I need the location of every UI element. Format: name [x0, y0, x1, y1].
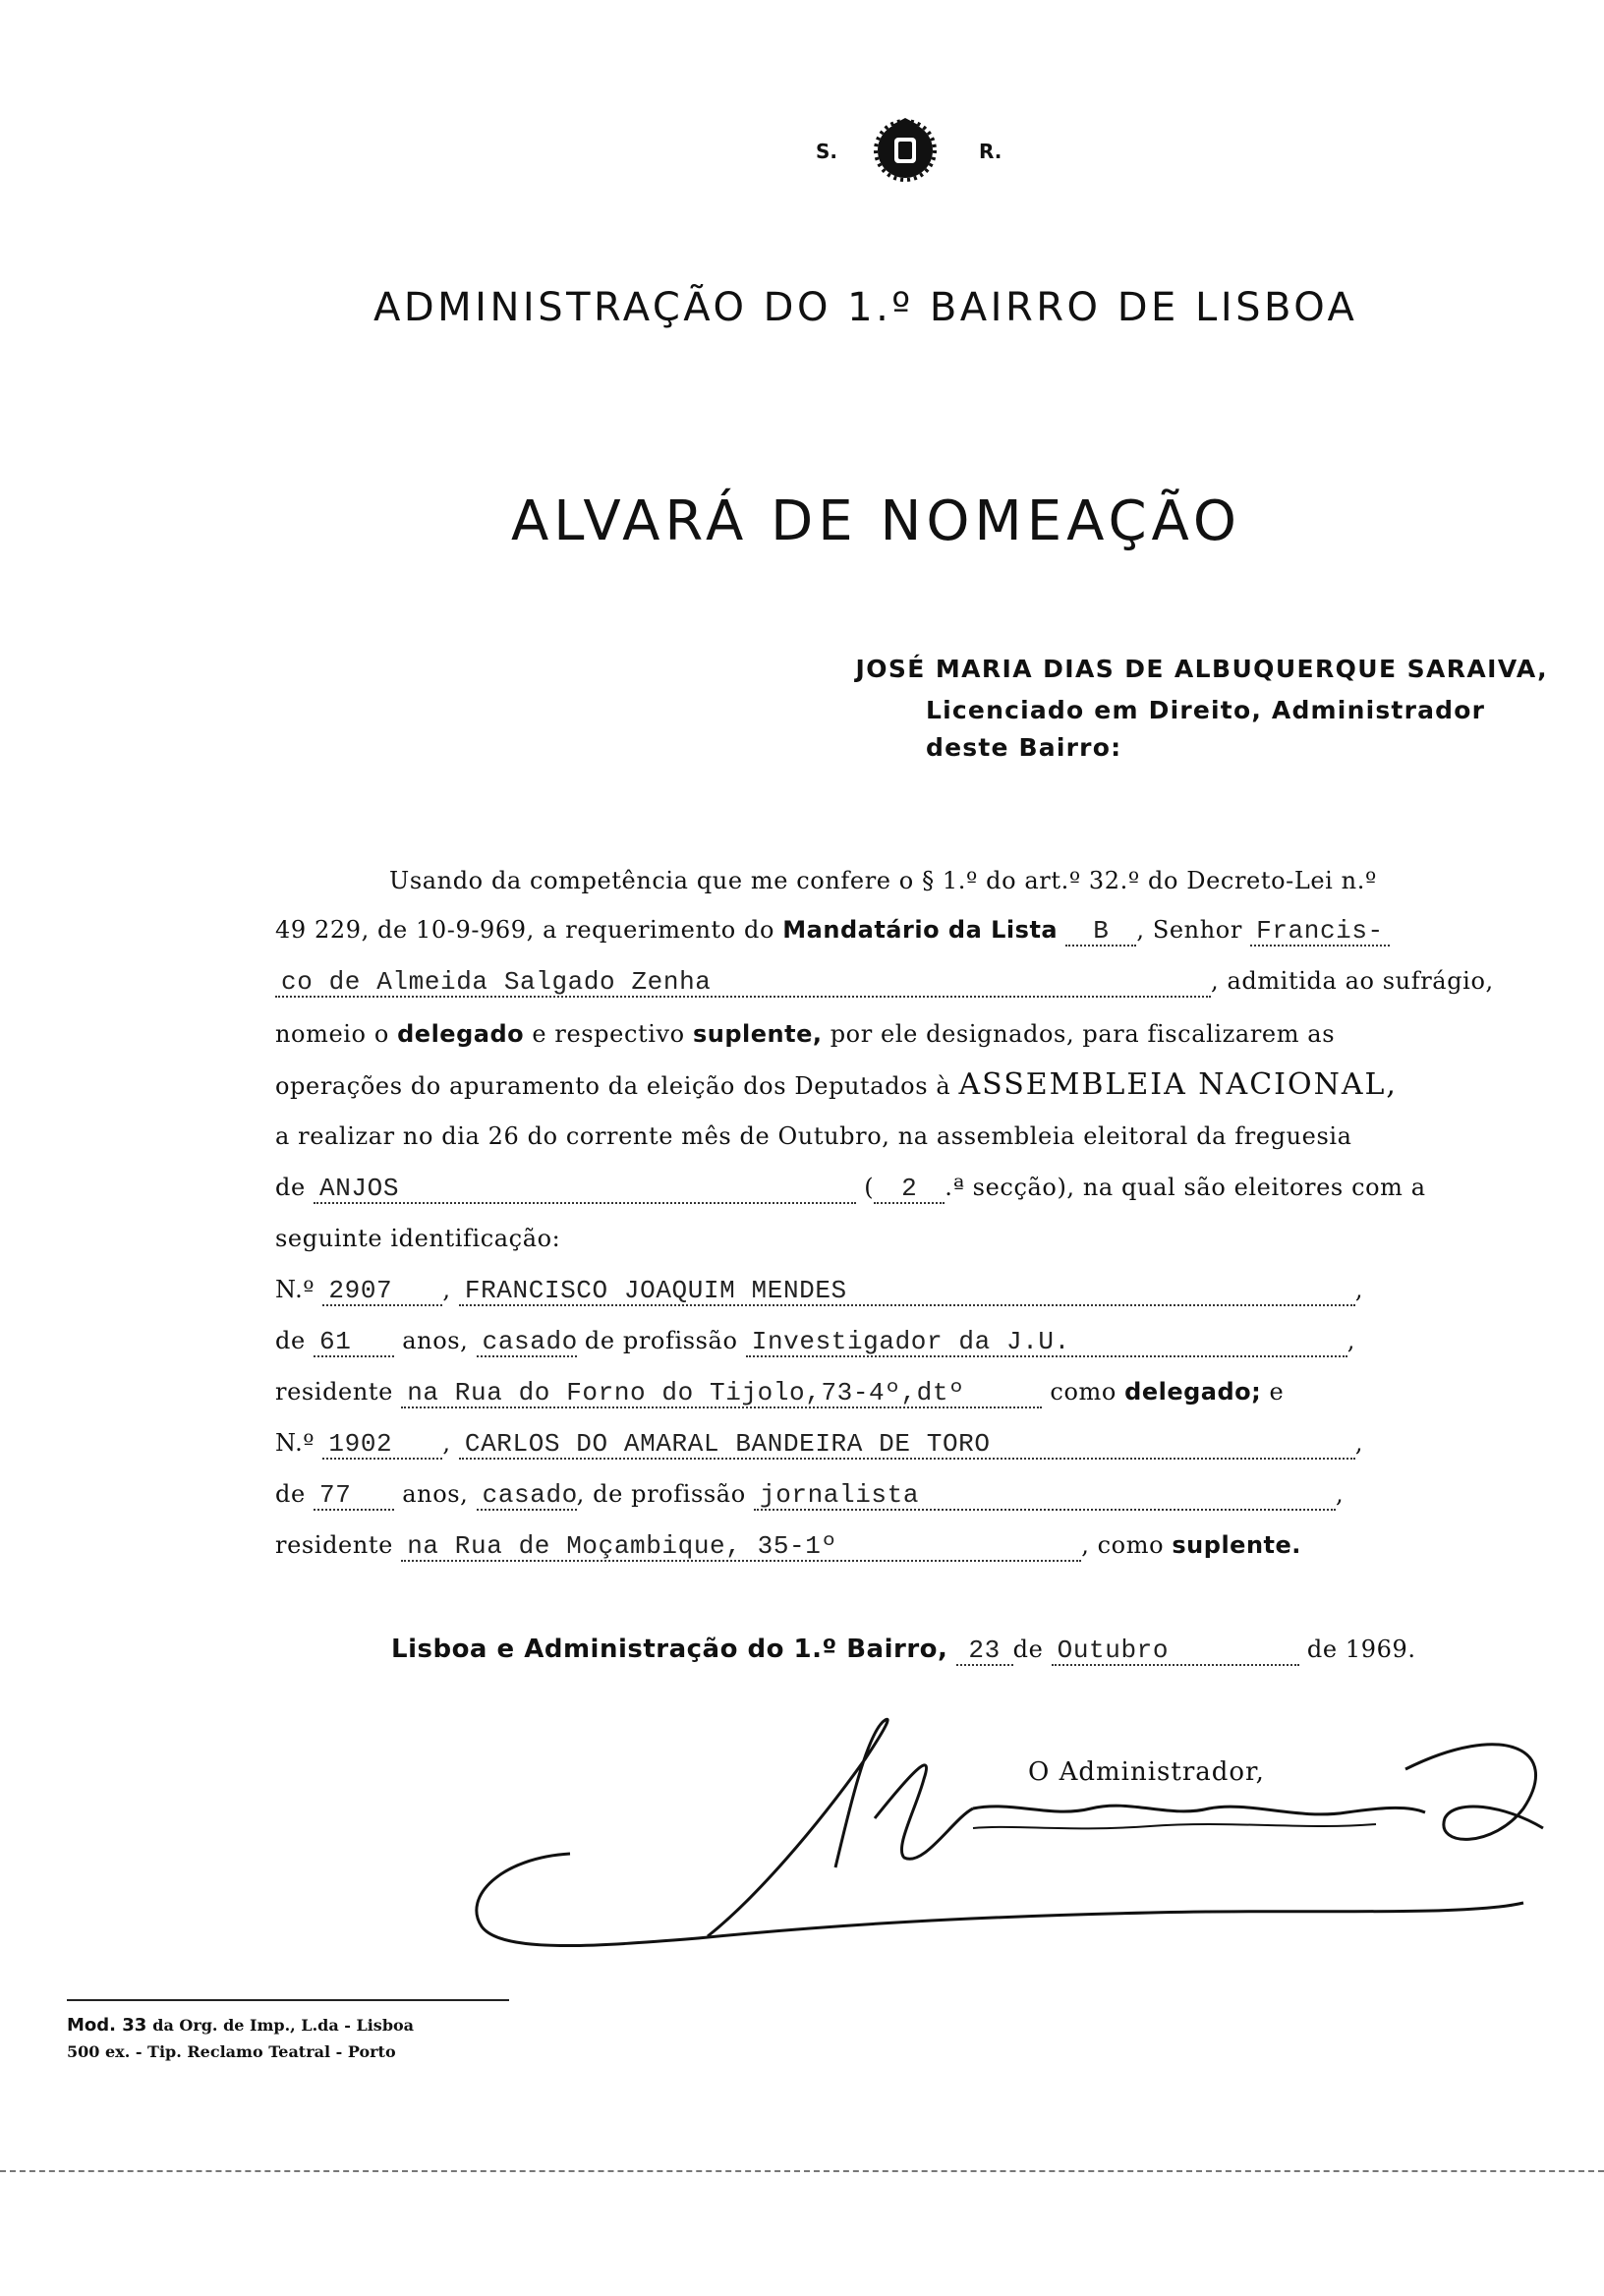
suplente-profession-field: jornalista — [754, 1481, 1336, 1511]
body-text: e — [1269, 1378, 1285, 1406]
body-text: seguinte identificação: — [275, 1225, 561, 1252]
number-label: N.º — [275, 1276, 315, 1303]
anos-label: anos, — [402, 1327, 469, 1354]
delegado-name-field: FRANCISCO JOAQUIM MENDES — [459, 1277, 1355, 1306]
closing-place: Lisboa e Administração do 1.º Bairro, — [391, 1635, 948, 1664]
body-line-5 — [275, 1058, 1533, 1113]
body-text: Usando da competência que me confere o § 1.º do art.º 32.º do Decreto-Lei n.º — [389, 867, 1377, 894]
delegado-number-line — [275, 1262, 1533, 1317]
imprint-line-2: 500 ex. - Tip. Reclamo Teatral - Porto — [67, 2042, 396, 2061]
body-text: por ele designados, para fiscalizarem as — [830, 1020, 1336, 1048]
seal-right-letter: R. — [979, 140, 1002, 163]
freguesia-field: ANJOS — [314, 1175, 856, 1204]
number-label: N.º — [275, 1429, 315, 1457]
body-text: nomeio o — [275, 1020, 389, 1048]
residente-label: residente — [275, 1378, 393, 1406]
body-text: e respectivo — [532, 1020, 685, 1048]
suplente-civil-status-field: casado — [477, 1481, 577, 1511]
body-text: .ª secção), na qual são eleitores com a — [945, 1174, 1426, 1201]
body-text: ( — [864, 1174, 875, 1201]
delegado-term: delegado — [397, 1020, 525, 1048]
senhor-label: , Senhor — [1136, 916, 1242, 944]
body-line-4 — [275, 1006, 1533, 1062]
lista-field: B — [1065, 917, 1136, 947]
profissao-label: de profissão — [584, 1327, 738, 1354]
delegado-civil-status-field: casado — [477, 1328, 577, 1357]
seal-left-letter: S. — [816, 140, 838, 163]
comma: , — [442, 1429, 451, 1457]
decree-reference: 49 229, de 10-9-969, a requerimento do — [275, 916, 775, 944]
body-line-1 — [275, 853, 1533, 908]
footer-rule — [67, 1999, 509, 2001]
comma: , — [1354, 1429, 1364, 1457]
signatory-role: O Administrador, — [1028, 1757, 1265, 1787]
body-line-8 — [275, 1211, 1533, 1266]
suplente-term: suplente, — [692, 1020, 823, 1048]
delegado-term: delegado; — [1124, 1378, 1262, 1406]
suplente-address-field: na Rua de Moçambique, 35-1º — [401, 1532, 1081, 1562]
body-line-3 — [275, 953, 1533, 1008]
model-number: Mod. 33 — [67, 2015, 147, 2036]
delegado-number-field: 2907 — [322, 1277, 442, 1306]
comma: , — [1346, 1327, 1355, 1354]
issuer-name: JOSÉ MARIA DIAS DE ALBUQUERQUE SARAIVA, — [855, 655, 1548, 683]
de-label: de — [275, 1480, 306, 1508]
suplente-term: suplente. — [1172, 1531, 1301, 1559]
body-text: a realizar no dia 26 do corrente mês de Outubro, na assembleia eleitoral da freguesia — [275, 1122, 1352, 1150]
admitida-text: , admitida ao sufrágio, — [1211, 967, 1494, 995]
body-text: operações do apuramento da eleição dos Deputados à — [275, 1072, 951, 1100]
de-label: de — [275, 1327, 306, 1354]
delegado-profession-field: Investigador da J.U. — [746, 1328, 1347, 1357]
body-line-6 — [275, 1109, 1533, 1164]
office-heading: ADMINISTRAÇÃO DO 1.º BAIRRO DE LISBOA — [373, 285, 1358, 330]
anos-label: anos, — [402, 1480, 469, 1508]
suplente-address-line — [275, 1518, 1533, 1573]
body-line-2 — [275, 902, 1533, 957]
coat-of-arms-icon — [861, 116, 949, 185]
suplente-age-line — [275, 1466, 1533, 1521]
suplente-age-field: 77 — [314, 1481, 394, 1511]
comma: , — [1354, 1276, 1364, 1303]
imprint-line-1 — [67, 2015, 414, 2036]
issuer-title: Licenciado em Direito, Administrador — [926, 696, 1486, 724]
mandatario-label: Mandatário da Lista — [782, 916, 1059, 944]
handwritten-signature — [462, 1710, 1573, 1966]
closing-date-line — [391, 1622, 1531, 1677]
suplente-number-line — [275, 1415, 1533, 1470]
de-label: de — [1012, 1636, 1044, 1663]
mandatario-name-field: co de Almeida Salgado Zenha — [275, 968, 1211, 998]
closing-day-field: 23 — [956, 1636, 1013, 1666]
suplente-number-field: 1902 — [322, 1430, 442, 1460]
body-line-7 — [275, 1160, 1533, 1215]
scan-edge-line — [0, 2170, 1604, 2172]
closing-year: de 1969. — [1306, 1636, 1416, 1663]
issuer-jurisdiction: deste Bairro: — [926, 733, 1122, 762]
suplente-name-field: CARLOS DO AMARAL BANDEIRA DE TORO — [459, 1430, 1355, 1460]
body-text: , como — [1081, 1531, 1165, 1559]
comma: , — [1336, 1480, 1345, 1508]
document-title: ALVARÁ DE NOMEAÇÃO — [511, 489, 1241, 553]
delegado-age-field: 61 — [314, 1328, 394, 1357]
comma: , — [442, 1276, 451, 1303]
printer-name: da Org. de Imp., L.da - Lisboa — [152, 2016, 415, 2035]
body-text: como — [1050, 1378, 1117, 1406]
assembly-name: ASSEMBLEIA NACIONAL, — [958, 1067, 1398, 1102]
seal — [806, 116, 1022, 185]
seccao-field: 2 — [874, 1175, 945, 1204]
mandatario-name-field-start: Francis- — [1250, 917, 1390, 947]
comma: , — [576, 1480, 585, 1508]
delegado-address-field: na Rua do Forno do Tijolo,73-4º,dtº — [401, 1379, 1042, 1408]
body-text: de — [275, 1174, 306, 1201]
profissao-label: de profissão — [593, 1480, 746, 1508]
residente-label: residente — [275, 1531, 393, 1559]
delegado-age-line — [275, 1313, 1533, 1368]
delegado-address-line — [275, 1364, 1533, 1419]
closing-month-field: Outubro — [1052, 1636, 1299, 1666]
